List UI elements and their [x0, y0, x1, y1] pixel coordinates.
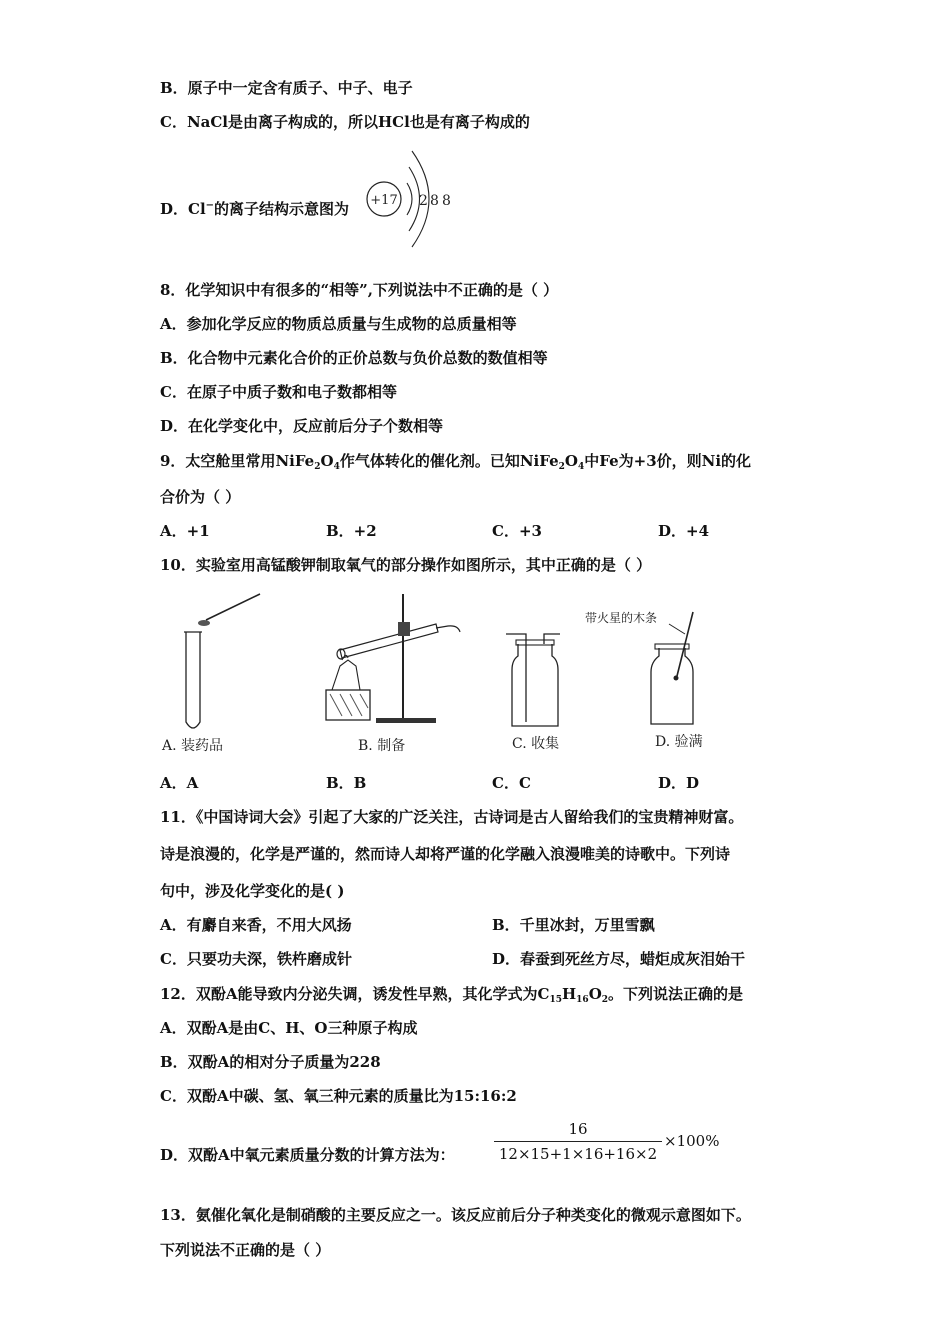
chloride-ion-structure-diagram	[362, 145, 462, 253]
q9-option-d: D．+4	[658, 522, 710, 540]
figure-b-preparation	[318, 590, 468, 760]
q9-sub-4: 4	[577, 462, 585, 472]
figure-d-label: D. 验满	[655, 734, 703, 750]
q7-option-b: B．原子中一定含有质子、中子、电子	[160, 79, 413, 97]
q11-stem-line2: 诗是浪漫的，化学是严谨的，然而诗人却将严谨的化学融入浪漫唯美的诗歌中。下列诗	[160, 845, 731, 863]
q12-stem-d: 。下列说法正确的是	[608, 985, 744, 1003]
q9-stem-line2: 合价为（ ）	[160, 488, 241, 506]
q8-option-c: C．在原子中质子数和电子数都相等	[160, 383, 397, 401]
q9-stem-a: 9．太空舱里常用NiFe	[160, 452, 315, 470]
test-tube-b	[340, 624, 438, 658]
q9-sub-1: 2	[314, 462, 321, 472]
gas-bottle-c	[512, 644, 558, 726]
figure-b-label: B. 制备	[358, 738, 406, 754]
alcohol-lamp	[332, 660, 360, 690]
q10-option-d: D．D	[658, 774, 700, 792]
q12-option-b: B．双酚A的相对分子质量为228	[160, 1053, 381, 1071]
fraction-numerator: 16	[568, 1120, 588, 1138]
gas-bottle-d	[651, 648, 693, 724]
q11-option-a: A．有麝自来香，不用大风扬	[160, 916, 352, 934]
q9-stem	[160, 451, 751, 477]
iron-stand-base	[376, 718, 436, 723]
q12-sub-1: 15	[549, 995, 562, 1005]
q7-option-c: C．NaCl是由离子构成的，所以HCl也是有离子构成的	[160, 113, 530, 131]
shell-arc-2	[409, 167, 420, 231]
q11-stem-line3: 句中，涉及化学变化的是( )	[160, 882, 345, 900]
test-tube-a	[186, 632, 200, 728]
q13-stem-line1: 13．氨催化氧化是制硝酸的主要反应之一。该反应前后分子种类变化的微观示意图如下。	[160, 1206, 751, 1224]
figure-c-collection	[500, 590, 580, 760]
q7-option-d	[160, 196, 349, 219]
q9-stem-d: O	[564, 452, 578, 470]
q9-option-a: A．+1	[160, 522, 210, 540]
wooden-block	[326, 690, 370, 720]
figure-c-label: C. 收集	[512, 736, 560, 752]
q10-stem: 10．实验室用高锰酸钾制取氧气的部分操作如图所示，其中正确的是（ ）	[160, 556, 652, 574]
q12-stem-a: 12．双酚A能导致内分泌失调，诱发性早熟，其化学式为C	[160, 985, 550, 1003]
q9-option-c: C．+3	[492, 522, 542, 540]
clamp	[398, 622, 410, 636]
q9-stem-e: 中Fe为+3价，则Ni的化	[584, 452, 752, 470]
delivery-tube	[436, 626, 460, 632]
fraction-bar	[494, 1141, 662, 1142]
q9-stem-c: 作气体转化的催化剂。已知NiFe	[339, 452, 559, 470]
q7-option-d-post: 的离子结构示意图为	[214, 200, 350, 218]
glowing-splint-note: 带火星的木条	[585, 611, 658, 625]
q8-option-b: B．化合物中元素化合价的正价总数与负价总数的数值相等	[160, 349, 548, 367]
shell-electrons-2: 8	[430, 193, 439, 209]
q13-stem-line2: 下列说法不正确的是（ ）	[160, 1241, 331, 1259]
q11-stem-line1: 11．《中国诗词大会》引起了大家的广泛关注，古诗词是古人留给我们的宝贵精神财富。	[160, 808, 744, 826]
q11-option-b: B．千里冰封，万里雪飘	[492, 916, 655, 934]
q12-stem	[160, 984, 743, 1010]
q10-option-c: C．C	[492, 774, 531, 792]
q9-stem-b: O	[320, 452, 334, 470]
delivery-tube-c	[506, 634, 526, 722]
q11-option-d: D．春蚕到死丝方尽，蜡炬成灰泪始干	[492, 950, 746, 968]
shell-electrons-1: 2	[419, 193, 428, 209]
figure-a-label: A. 装药品	[162, 738, 224, 754]
spatula-tip	[198, 620, 210, 626]
q8-option-a: A．参加化学反应的物质总质量与生成物的总质量相等	[160, 315, 517, 333]
q11-option-c: C．只要功夫深，铁杵磨成针	[160, 950, 352, 968]
q9-sub-3: 2	[558, 462, 565, 472]
q12-sub-2: 16	[576, 995, 589, 1005]
shell-electrons-3: 8	[442, 193, 451, 209]
fraction-percent: ×100%	[664, 1132, 720, 1150]
q9-option-b: B．+2	[326, 522, 377, 540]
spatula	[206, 594, 260, 620]
q12-option-a: A．双酚A是由C、H、O三种原子构成	[160, 1019, 418, 1037]
q8-option-d: D．在化学变化中，反应前后分子个数相等	[160, 417, 444, 435]
q12-option-d: D．双酚A中氧元素质量分数的计算方法为：	[160, 1146, 455, 1164]
chloride-charge: −	[205, 200, 215, 211]
q9-sub-2: 4	[333, 462, 340, 472]
fraction-denominator: 12×15+1×16+16×2	[498, 1145, 658, 1163]
q12-sub-3: 2	[601, 995, 609, 1005]
q12-option-c: C．双酚A中碳、氢、氧三种元素的质量比为15:16:2	[160, 1087, 517, 1105]
q10-option-b: B．B	[326, 774, 367, 792]
q10-option-a: A．A	[160, 774, 199, 792]
q7-option-d-pre: D．Cl	[160, 200, 206, 218]
q8-stem: 8．化学知识中有很多的“相等”,下列说法中不正确的是（ ）	[160, 281, 559, 299]
q12-stem-b: H	[561, 985, 577, 1003]
q12-stem-c: O	[588, 985, 602, 1003]
figure-d-checking-full	[585, 590, 715, 760]
nucleus-charge: +17	[370, 193, 398, 208]
shell-arc-1	[407, 183, 412, 215]
figure-a-loading-reagent	[160, 590, 270, 760]
